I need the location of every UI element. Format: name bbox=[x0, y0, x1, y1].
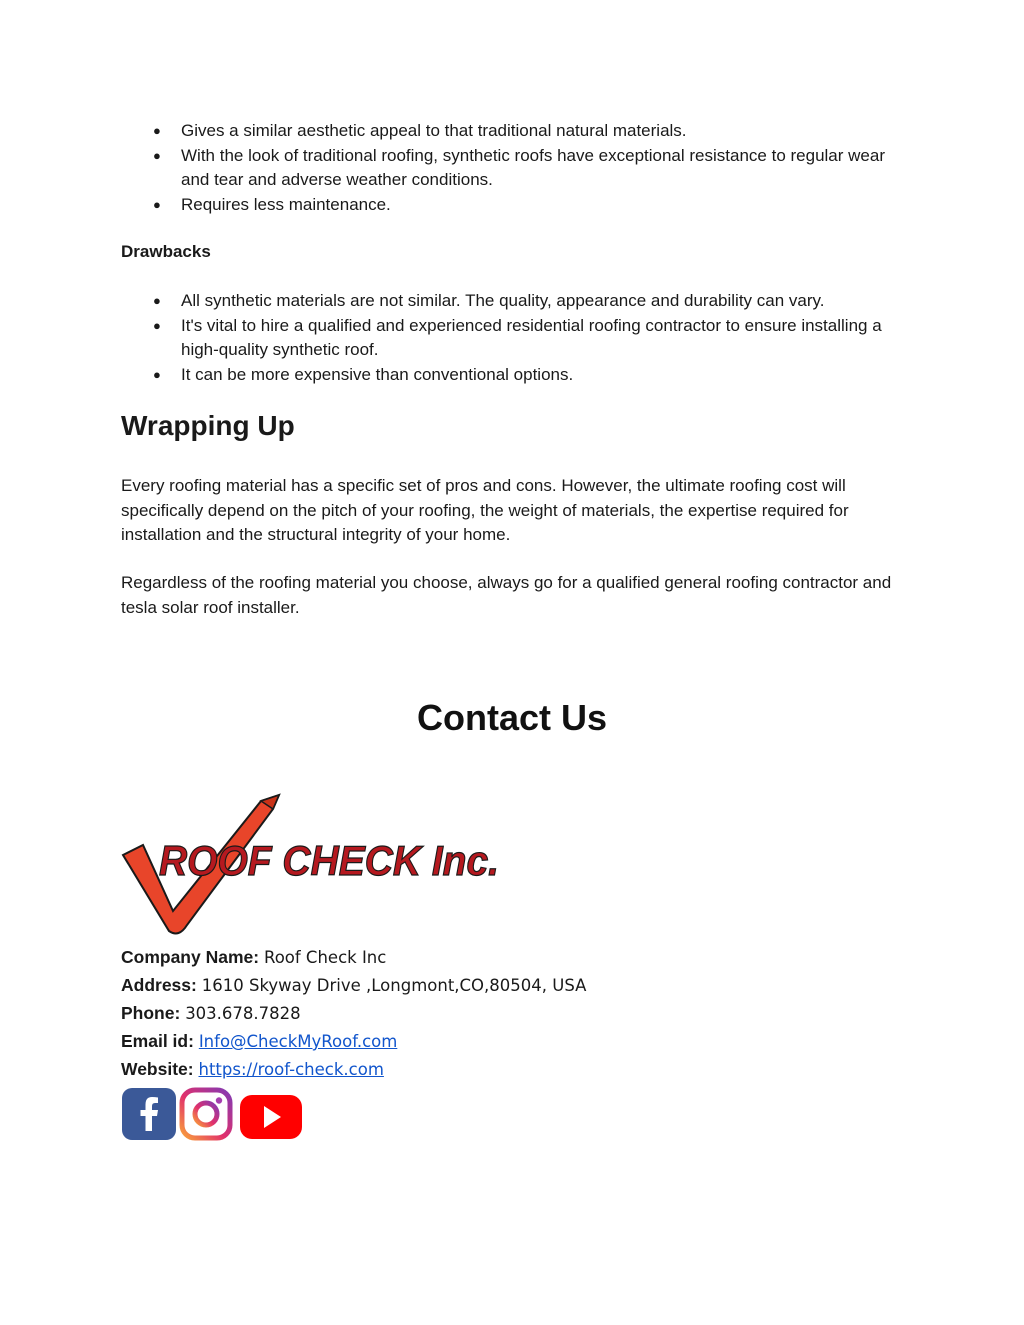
email-link[interactable]: Info@CheckMyRoof.com bbox=[198, 1032, 398, 1051]
logo-text: ROOF CHECK Inc. bbox=[159, 837, 499, 884]
paragraph: Every roofing material has a specific set of pros and cons. However, the ultimate roofing cost will specifically depend on the pitch of your roofing, the weight of materials, the expertise required for installation and the structural integrity of your home. bbox=[121, 476, 849, 544]
list-item: ● It can be more expensive than conventional options. bbox=[153, 364, 574, 384]
instagram-icon[interactable] bbox=[179, 1087, 233, 1141]
drawbacks-list bbox=[121, 289, 911, 387]
website-line: Website: https://roof-check.com bbox=[121, 1059, 384, 1079]
facebook-icon[interactable] bbox=[121, 1087, 177, 1141]
roof-check-logo bbox=[121, 793, 506, 938]
youtube-icon[interactable] bbox=[238, 1087, 304, 1141]
address-line: Address: 1610 Skyway Drive ,Longmont,CO,80504, USA bbox=[121, 975, 587, 995]
contact-title: Contact Us bbox=[416, 697, 608, 738]
paragraph: Regardless of the roofing material you choose, always go for a qualified general roofing contractor and tesla solar roof installer. bbox=[121, 573, 892, 617]
list-item: ● All synthetic materials are not similar. The quality, appearance and durability can vary. bbox=[153, 291, 825, 310]
company-name-line: Company Name: Roof Check Inc bbox=[121, 947, 387, 967]
phone-line: Phone: 303.678.7828 bbox=[121, 1003, 301, 1023]
website-link[interactable]: https://roof-check.com bbox=[198, 1060, 384, 1079]
list-item: ● Requires less maintenance. bbox=[153, 194, 391, 214]
list-item: ● With the look of traditional roofing, synthetic roofs have exceptional resistance to regular wear and tear and adverse weather conditions. bbox=[153, 145, 885, 189]
benefits-list bbox=[121, 119, 911, 217]
list-item: ● It's vital to hire a qualified and experienced residential roofing contractor to ensure installing a high-quality synthetic roof. bbox=[153, 315, 882, 359]
email-line: Email id: Info@CheckMyRoof.com bbox=[121, 1031, 398, 1051]
list-item: ● Gives a similar aesthetic appeal to that traditional natural materials. bbox=[153, 121, 687, 140]
drawbacks-heading: Drawbacks bbox=[121, 242, 211, 261]
wrapping-up-heading: Wrapping Up bbox=[121, 410, 295, 441]
